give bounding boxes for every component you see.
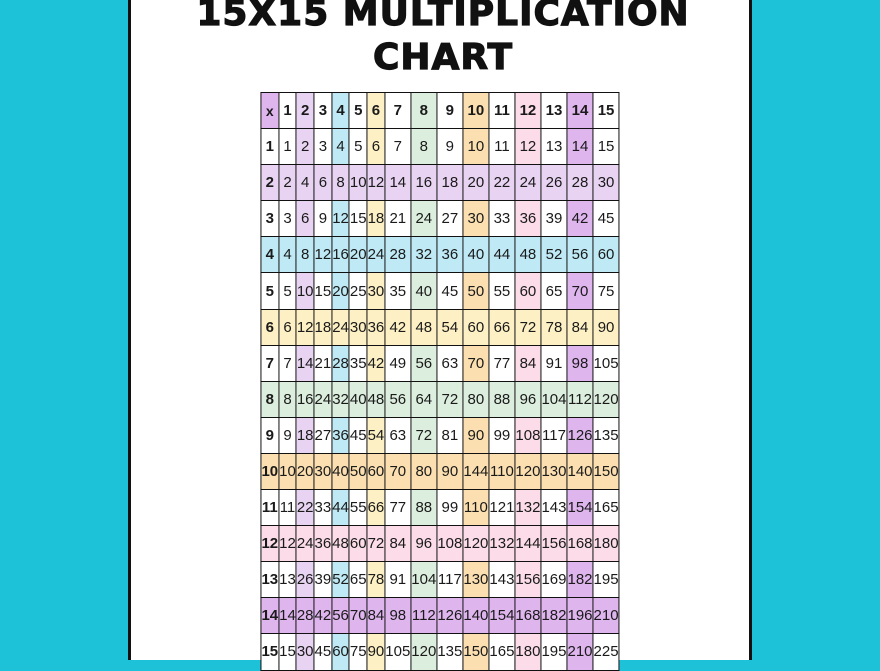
- cell-15x8: 120: [411, 634, 437, 670]
- cell-6x3: 18: [314, 309, 332, 345]
- cell-15x2: 30: [296, 634, 314, 670]
- table-row: [261, 129, 619, 165]
- cell-10x2: 20: [296, 453, 314, 489]
- cell-13x14: 182: [567, 562, 593, 598]
- cell-6x7: 42: [385, 309, 411, 345]
- cell-12x13: 156: [541, 526, 567, 562]
- cell-9x12: 108: [515, 417, 541, 453]
- cell-2x15: 30: [593, 165, 619, 201]
- table-row: [261, 453, 619, 489]
- cell-7x15: 105: [593, 345, 619, 381]
- cell-2x12: 24: [515, 165, 541, 201]
- cell-1x14: 14: [567, 129, 593, 165]
- cell-10x1: 10: [279, 453, 297, 489]
- cell-7x1: 7: [279, 345, 297, 381]
- cell-11x1: 11: [279, 490, 297, 526]
- cell-7x12: 84: [515, 345, 541, 381]
- cell-1x15: 15: [593, 129, 619, 165]
- cell-9x13: 117: [541, 417, 567, 453]
- cell-12x1: 12: [279, 526, 297, 562]
- cell-15x14: 210: [567, 634, 593, 670]
- cell-10x5: 50: [349, 453, 367, 489]
- cell-10x12: 120: [515, 453, 541, 489]
- cell-5x7: 35: [385, 273, 411, 309]
- table-row: [261, 598, 619, 634]
- cell-11x8: 88: [411, 490, 437, 526]
- cell-1x11: 11: [489, 129, 515, 165]
- cell-7x3: 21: [314, 345, 332, 381]
- cell-9x1: 9: [279, 417, 297, 453]
- cell-14x14: 196: [567, 598, 593, 634]
- cell-5x11: 55: [489, 273, 515, 309]
- cell-5x4: 20: [332, 273, 350, 309]
- cell-4x14: 56: [567, 237, 593, 273]
- cell-9x11: 99: [489, 417, 515, 453]
- cell-13x10: 130: [463, 562, 489, 598]
- cell-9x9: 81: [437, 417, 463, 453]
- cell-15x12: 180: [515, 634, 541, 670]
- cell-3x6: 18: [367, 201, 385, 237]
- row-header-12: 12: [261, 526, 279, 562]
- table-row: [261, 562, 619, 598]
- table-row: [261, 526, 619, 562]
- row-header-1: 1: [261, 129, 279, 165]
- cell-10x6: 60: [367, 453, 385, 489]
- cell-1x1: 1: [279, 129, 297, 165]
- row-header-15: 15: [261, 634, 279, 670]
- cell-10x15: 150: [593, 453, 619, 489]
- cell-11x10: 110: [463, 490, 489, 526]
- column-header-4: 4: [332, 93, 350, 129]
- table-row: [261, 309, 619, 345]
- column-header-8: 8: [411, 93, 437, 129]
- cell-10x13: 130: [541, 453, 567, 489]
- cell-2x1: 2: [279, 165, 297, 201]
- cell-6x11: 66: [489, 309, 515, 345]
- cell-5x9: 45: [437, 273, 463, 309]
- cell-11x13: 143: [541, 490, 567, 526]
- cell-11x9: 99: [437, 490, 463, 526]
- cell-3x1: 3: [279, 201, 297, 237]
- cell-11x4: 44: [332, 490, 350, 526]
- cell-9x10: 90: [463, 417, 489, 453]
- cell-1x8: 8: [411, 129, 437, 165]
- cell-11x6: 66: [367, 490, 385, 526]
- cell-7x2: 14: [296, 345, 314, 381]
- cell-6x12: 72: [515, 309, 541, 345]
- cell-14x3: 42: [314, 598, 332, 634]
- cell-5x15: 75: [593, 273, 619, 309]
- cell-2x11: 22: [489, 165, 515, 201]
- cell-4x12: 48: [515, 237, 541, 273]
- cell-13x3: 39: [314, 562, 332, 598]
- cell-14x8: 112: [411, 598, 437, 634]
- column-header-11: 11: [489, 93, 515, 129]
- cell-4x9: 36: [437, 237, 463, 273]
- cell-8x5: 40: [349, 381, 367, 417]
- cell-5x10: 50: [463, 273, 489, 309]
- cell-12x5: 60: [349, 526, 367, 562]
- cell-4x8: 32: [411, 237, 437, 273]
- cell-9x6: 54: [367, 417, 385, 453]
- cell-5x5: 25: [349, 273, 367, 309]
- cell-13x5: 65: [349, 562, 367, 598]
- cell-7x6: 42: [367, 345, 385, 381]
- cell-4x7: 28: [385, 237, 411, 273]
- cell-11x15: 165: [593, 490, 619, 526]
- column-header-6: 6: [367, 93, 385, 129]
- cell-8x11: 88: [489, 381, 515, 417]
- column-header-1: 1: [279, 93, 297, 129]
- cell-2x6: 12: [367, 165, 385, 201]
- cell-13x4: 52: [332, 562, 350, 598]
- cell-5x1: 5: [279, 273, 297, 309]
- table-row: [261, 237, 619, 273]
- row-header-3: 3: [261, 201, 279, 237]
- cell-4x11: 44: [489, 237, 515, 273]
- row-header-2: 2: [261, 165, 279, 201]
- cell-13x2: 26: [296, 562, 314, 598]
- cell-7x4: 28: [332, 345, 350, 381]
- cell-4x10: 40: [463, 237, 489, 273]
- cell-5x12: 60: [515, 273, 541, 309]
- cell-8x2: 16: [296, 381, 314, 417]
- cell-2x8: 16: [411, 165, 437, 201]
- cell-2x3: 6: [314, 165, 332, 201]
- cell-9x7: 63: [385, 417, 411, 453]
- cell-12x12: 144: [515, 526, 541, 562]
- column-header-10: 10: [463, 93, 489, 129]
- cell-9x2: 18: [296, 417, 314, 453]
- cell-6x4: 24: [332, 309, 350, 345]
- row-header-7: 7: [261, 345, 279, 381]
- cell-15x5: 75: [349, 634, 367, 670]
- cell-4x1: 4: [279, 237, 297, 273]
- cell-14x15: 210: [593, 598, 619, 634]
- cell-15x3: 45: [314, 634, 332, 670]
- row-header-11: 11: [261, 490, 279, 526]
- table-row: [261, 381, 619, 417]
- cell-12x4: 48: [332, 526, 350, 562]
- table-row: [261, 417, 619, 453]
- table-row: [261, 165, 619, 201]
- cell-12x6: 72: [367, 526, 385, 562]
- cell-2x13: 26: [541, 165, 567, 201]
- cell-3x13: 39: [541, 201, 567, 237]
- cell-3x7: 21: [385, 201, 411, 237]
- column-header-13: 13: [541, 93, 567, 129]
- cell-8x15: 120: [593, 381, 619, 417]
- row-header-14: 14: [261, 598, 279, 634]
- cell-3x12: 36: [515, 201, 541, 237]
- page-title-line1: 15X15 MULTIPLICATION: [196, 0, 690, 34]
- cell-14x7: 98: [385, 598, 411, 634]
- cell-1x13: 13: [541, 129, 567, 165]
- cell-1x12: 12: [515, 129, 541, 165]
- cell-13x7: 91: [385, 562, 411, 598]
- cell-6x14: 84: [567, 309, 593, 345]
- cell-9x14: 126: [567, 417, 593, 453]
- cell-2x5: 10: [349, 165, 367, 201]
- cell-3x8: 24: [411, 201, 437, 237]
- row-header-13: 13: [261, 562, 279, 598]
- cell-15x15: 225: [593, 634, 619, 670]
- cell-9x4: 36: [332, 417, 350, 453]
- cell-3x2: 6: [296, 201, 314, 237]
- cell-6x10: 60: [463, 309, 489, 345]
- cell-10x8: 80: [411, 453, 437, 489]
- cell-12x11: 132: [489, 526, 515, 562]
- column-header-7: 7: [385, 93, 411, 129]
- cell-13x8: 104: [411, 562, 437, 598]
- cell-2x14: 28: [567, 165, 593, 201]
- cell-9x15: 135: [593, 417, 619, 453]
- cell-9x5: 45: [349, 417, 367, 453]
- row-header-9: 9: [261, 417, 279, 453]
- cell-9x8: 72: [411, 417, 437, 453]
- row-header-10: 10: [261, 453, 279, 489]
- cell-11x3: 33: [314, 490, 332, 526]
- cell-14x12: 168: [515, 598, 541, 634]
- table-row: [261, 273, 619, 309]
- cell-11x5: 55: [349, 490, 367, 526]
- cell-11x12: 132: [515, 490, 541, 526]
- cell-11x7: 77: [385, 490, 411, 526]
- cell-7x7: 49: [385, 345, 411, 381]
- cell-13x1: 13: [279, 562, 297, 598]
- cell-5x6: 30: [367, 273, 385, 309]
- cell-2x7: 14: [385, 165, 411, 201]
- cell-12x14: 168: [567, 526, 593, 562]
- cell-5x3: 15: [314, 273, 332, 309]
- cell-6x6: 36: [367, 309, 385, 345]
- table-corner-label: x: [261, 93, 279, 129]
- cell-3x4: 12: [332, 201, 350, 237]
- cell-13x15: 195: [593, 562, 619, 598]
- cell-13x9: 117: [437, 562, 463, 598]
- cell-2x4: 8: [332, 165, 350, 201]
- row-header-4: 4: [261, 237, 279, 273]
- cell-12x3: 36: [314, 526, 332, 562]
- cell-8x6: 48: [367, 381, 385, 417]
- cell-10x4: 40: [332, 453, 350, 489]
- cell-10x3: 30: [314, 453, 332, 489]
- page-title-line2: CHART: [372, 37, 514, 78]
- table-row: [261, 634, 619, 670]
- cell-3x9: 27: [437, 201, 463, 237]
- cell-8x12: 96: [515, 381, 541, 417]
- cell-4x4: 16: [332, 237, 350, 273]
- cell-4x2: 8: [296, 237, 314, 273]
- cell-3x10: 30: [463, 201, 489, 237]
- cell-15x10: 150: [463, 634, 489, 670]
- cell-8x13: 104: [541, 381, 567, 417]
- column-header-9: 9: [437, 93, 463, 129]
- page-title: [131, 0, 755, 80]
- cell-5x8: 40: [411, 273, 437, 309]
- cell-6x1: 6: [279, 309, 297, 345]
- cell-10x7: 70: [385, 453, 411, 489]
- cell-12x15: 180: [593, 526, 619, 562]
- row-header-8: 8: [261, 381, 279, 417]
- cell-1x3: 3: [314, 129, 332, 165]
- cell-14x5: 70: [349, 598, 367, 634]
- cell-3x5: 15: [349, 201, 367, 237]
- cell-7x9: 63: [437, 345, 463, 381]
- cell-11x11: 121: [489, 490, 515, 526]
- cell-8x4: 32: [332, 381, 350, 417]
- cell-14x4: 56: [332, 598, 350, 634]
- cell-12x8: 96: [411, 526, 437, 562]
- cell-1x10: 10: [463, 129, 489, 165]
- cell-8x14: 112: [567, 381, 593, 417]
- cell-14x11: 154: [489, 598, 515, 634]
- cell-15x6: 90: [367, 634, 385, 670]
- cell-7x11: 77: [489, 345, 515, 381]
- column-header-2: 2: [296, 93, 314, 129]
- cell-14x9: 126: [437, 598, 463, 634]
- cell-11x14: 154: [567, 490, 593, 526]
- cell-13x12: 156: [515, 562, 541, 598]
- cell-8x3: 24: [314, 381, 332, 417]
- cell-10x10: 144: [463, 453, 489, 489]
- cell-4x6: 24: [367, 237, 385, 273]
- cell-1x9: 9: [437, 129, 463, 165]
- cell-3x3: 9: [314, 201, 332, 237]
- cell-4x15: 60: [593, 237, 619, 273]
- cell-12x7: 84: [385, 526, 411, 562]
- cell-15x9: 135: [437, 634, 463, 670]
- cell-6x2: 12: [296, 309, 314, 345]
- cell-2x2: 4: [296, 165, 314, 201]
- cell-4x5: 20: [349, 237, 367, 273]
- cell-11x2: 22: [296, 490, 314, 526]
- cell-15x1: 15: [279, 634, 297, 670]
- cell-6x8: 48: [411, 309, 437, 345]
- cell-2x10: 20: [463, 165, 489, 201]
- cell-14x10: 140: [463, 598, 489, 634]
- column-header-5: 5: [349, 93, 367, 129]
- cell-12x10: 120: [463, 526, 489, 562]
- cell-4x13: 52: [541, 237, 567, 273]
- cell-6x13: 78: [541, 309, 567, 345]
- cell-3x15: 45: [593, 201, 619, 237]
- cell-14x13: 182: [541, 598, 567, 634]
- cell-3x11: 33: [489, 201, 515, 237]
- cell-15x4: 60: [332, 634, 350, 670]
- column-header-14: 14: [567, 93, 593, 129]
- paper-sheet: [128, 0, 752, 660]
- row-header-6: 6: [261, 309, 279, 345]
- cell-6x5: 30: [349, 309, 367, 345]
- cell-7x13: 91: [541, 345, 567, 381]
- cell-9x3: 27: [314, 417, 332, 453]
- cell-13x13: 169: [541, 562, 567, 598]
- cell-7x8: 56: [411, 345, 437, 381]
- column-header-15: 15: [593, 93, 619, 129]
- cell-10x11: 110: [489, 453, 515, 489]
- cell-8x9: 72: [437, 381, 463, 417]
- multiplication-table-container: [260, 92, 619, 671]
- cell-8x10: 80: [463, 381, 489, 417]
- cell-15x13: 195: [541, 634, 567, 670]
- table-row: [261, 345, 619, 381]
- cell-1x4: 4: [332, 129, 350, 165]
- cell-5x2: 10: [296, 273, 314, 309]
- table-row: [261, 490, 619, 526]
- cell-10x14: 140: [567, 453, 593, 489]
- cell-7x10: 70: [463, 345, 489, 381]
- cell-1x5: 5: [349, 129, 367, 165]
- cell-1x7: 7: [385, 129, 411, 165]
- cell-15x11: 165: [489, 634, 515, 670]
- multiplication-table: [260, 92, 619, 671]
- row-header-5: 5: [261, 273, 279, 309]
- cell-2x9: 18: [437, 165, 463, 201]
- cell-14x2: 28: [296, 598, 314, 634]
- cell-1x6: 6: [367, 129, 385, 165]
- cell-12x2: 24: [296, 526, 314, 562]
- cell-10x9: 90: [437, 453, 463, 489]
- cell-7x14: 98: [567, 345, 593, 381]
- cell-7x5: 35: [349, 345, 367, 381]
- cell-14x6: 84: [367, 598, 385, 634]
- cell-4x3: 12: [314, 237, 332, 273]
- cell-5x14: 70: [567, 273, 593, 309]
- cell-5x13: 65: [541, 273, 567, 309]
- cell-15x7: 105: [385, 634, 411, 670]
- cell-6x9: 54: [437, 309, 463, 345]
- cell-8x8: 64: [411, 381, 437, 417]
- cell-3x14: 42: [567, 201, 593, 237]
- cell-13x11: 143: [489, 562, 515, 598]
- cell-13x6: 78: [367, 562, 385, 598]
- column-header-3: 3: [314, 93, 332, 129]
- column-header-12: 12: [515, 93, 541, 129]
- cell-6x15: 90: [593, 309, 619, 345]
- cell-14x1: 14: [279, 598, 297, 634]
- table-header-row: [261, 93, 619, 129]
- cell-8x7: 56: [385, 381, 411, 417]
- cell-12x9: 108: [437, 526, 463, 562]
- table-row: [261, 201, 619, 237]
- cell-8x1: 8: [279, 381, 297, 417]
- cell-1x2: 2: [296, 129, 314, 165]
